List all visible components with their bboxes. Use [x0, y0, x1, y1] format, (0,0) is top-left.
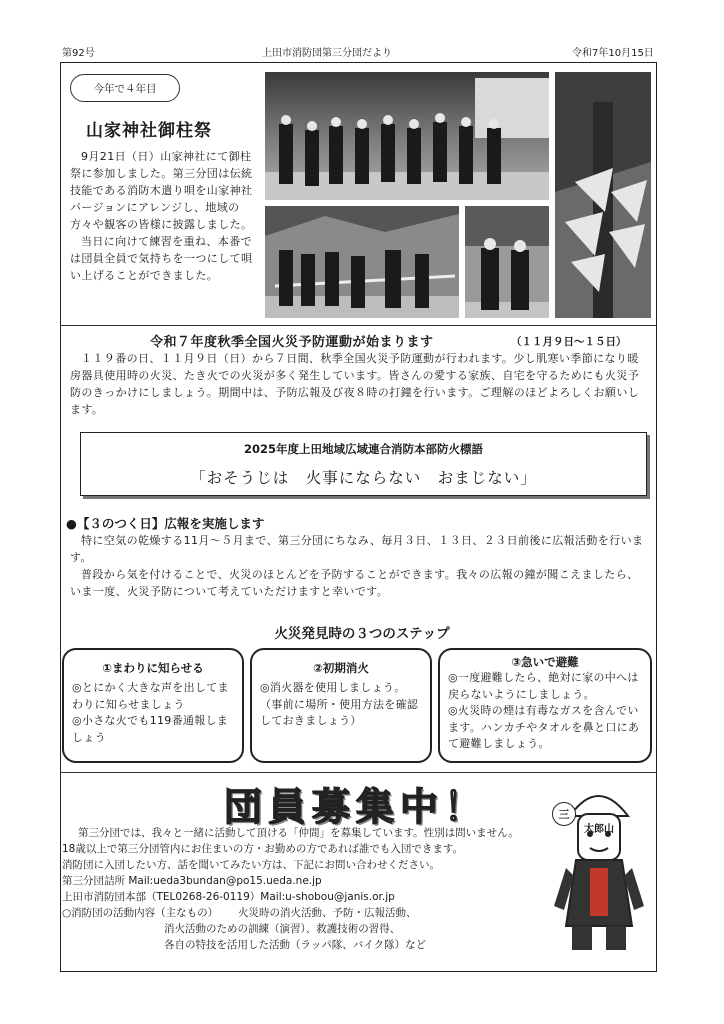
step-card-3 — [438, 648, 652, 763]
activities-line-3: 各自の特技を活用した活動（ラッパ隊、バイク隊）など — [164, 939, 427, 951]
mascot-label: 太郎山 — [584, 824, 614, 835]
step-2-body: ◎消火器を使用しましょう。 （事前に場所・使用方法を確認しておきましょう） — [260, 681, 419, 727]
onbashira-pillar-photo — [555, 72, 651, 318]
festival-text — [70, 148, 258, 284]
step-3-body: ◎一度避難したら、絶対に家の中へは戻らないようにしましょう。 ◎火災時の煙は有毒なガスを含んでいます。ハンカチやタオルを鼻と口にあて避難しましょう。 — [448, 671, 640, 750]
campaign-period: （１１月９日～１５日） — [511, 336, 627, 348]
mitsu-text — [70, 532, 648, 600]
contact-bundan: 第三分団詰所 Mail:ueda3bundan@po15.ueda.ne.jp — [62, 875, 322, 887]
recruit-divider — [60, 772, 657, 773]
festival-photo-pair — [465, 206, 549, 318]
step-2-title: ②初期消火 — [313, 661, 369, 675]
festival-title: 山家神社御柱祭 — [86, 121, 212, 141]
activities-line-1: 火災時の消火活動、予防・広報活動、 — [238, 907, 417, 919]
steps-heading: 火災発見時の３つのステップ — [274, 626, 450, 642]
slogan-text: 「おそうじは 火事にならない おまじない」 — [190, 469, 537, 487]
mitsu-paragraph-1: 特に空気の乾燥する11月～５月まで、第三分団にちなみ、毎月３日、１３日、２３日前後に広報活動を行います。 — [70, 534, 644, 564]
recruit-line-3: 消防団に入団したい方、話を聞いてみたい方は、下記にお問い合わせください。 — [62, 859, 440, 871]
step-card-1 — [62, 648, 244, 763]
festival-photo-pulling — [265, 206, 459, 318]
activities-label: ○消防団の活動内容（主なもの） — [62, 907, 219, 919]
publication-title: 上田市消防団第三分団だより — [262, 48, 392, 59]
recruit-banner: 団員募集中！ — [224, 785, 489, 829]
slogan-box — [80, 432, 647, 496]
mascot-badge: 三 — [552, 802, 576, 826]
section-divider — [60, 325, 657, 326]
issue-date: 令和7年10月15日 — [572, 48, 654, 59]
step-1-title: ①まわりに知らせる — [102, 661, 204, 675]
campaign-body: １１９番の日、１１月９日（日）から７日間、秋季全国火災予防運動が行われます。少し肌寒い季節になり暖房器具使用時の火災、たき火での火災が多く発生しています。皆さんの愛する家族、自宅を守るためにも火災予防のきっかけにしましょう。期間中は、予防広報及び夜８時の打鐘を行います。ご理解のほどよろしくお願いします。 — [70, 352, 640, 416]
recruit-line-1: 第三分団では、我々と一緒に活動して頂ける「仲間」を募集しています。性別は問いません。 — [78, 827, 519, 839]
recruit-line-2: 18歳以上で第三分団管内にお住まいの方・お勤めの方であれば誰でも入団できます。 — [62, 843, 464, 855]
step-1-body: ◎とにかく大きな声を出してまわりに知らせましょう ◎小さな火でも119番通報しましょう — [72, 681, 229, 744]
slogan-heading: 2025年度上田地域広域連合消防本部防火標語 — [243, 442, 483, 456]
festival-photo-group — [265, 72, 549, 200]
step-3-title: ③急いで避難 — [511, 655, 579, 669]
issue-number: 第92号 — [62, 48, 95, 59]
campaign-title: 令和７年度秋季全国火災予防運動が始まります — [150, 335, 434, 350]
festival-paragraph-2: 当日に向けて練習を重ね、本番では団員全員で気持ちを一つにして唄い上げることができました。 — [70, 235, 253, 282]
festival-paragraph-1: 9月21日（日）山家神社にて御柱祭に参加しました。第三分団は伝統技能である消防木遣り唄を山家神社バージョンにアレンジし、地域の方々や観客の皆様に披露しました。 — [70, 150, 253, 231]
contact-honbu: 上田市消防団本部（TEL0268-26-0119）Mail:u-shobou@janis.or.jp — [62, 891, 395, 903]
activities-line-2: 消火活動のための訓練（演習）、救護技術の習得、 — [164, 923, 401, 935]
mitsu-paragraph-2: 普段から気を付けることで、火災のほとんどを予防することができます。我々の広報の鐘が聞こえましたら、いま一度、火災予防について考えていただけますと幸いです。 — [70, 568, 639, 598]
years-badge: 今年で４年目 — [70, 74, 180, 102]
step-card-2 — [250, 648, 432, 763]
tarouyama-mascot — [548, 776, 648, 954]
mitsu-heading: ●【３のつく日】広報を実施します — [66, 516, 265, 531]
